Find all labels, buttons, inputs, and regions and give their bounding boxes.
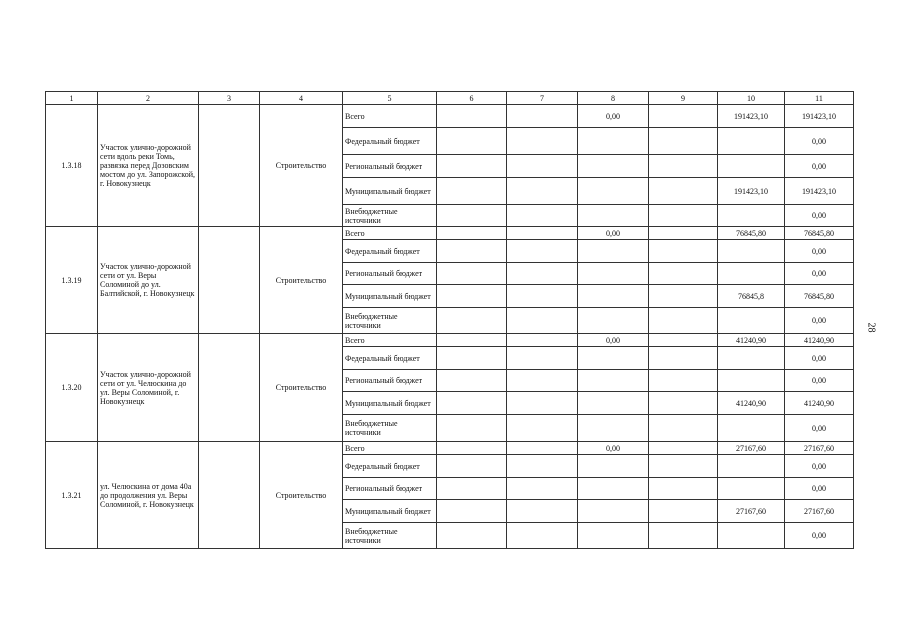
header-cell: 10 [718, 92, 785, 105]
value-cell: 27167,60 [718, 442, 785, 455]
funding-source: Муниципальный бюджет [343, 392, 437, 415]
value-cell [507, 285, 578, 308]
value-cell [507, 178, 578, 205]
table-row [46, 227, 854, 240]
value-cell [649, 155, 718, 178]
value-cell [507, 263, 578, 285]
value-cell [437, 523, 507, 549]
value-cell: 76845,80 [785, 227, 854, 240]
funding-source: Всего [343, 334, 437, 347]
value-cell [437, 240, 507, 263]
value-cell: 0,00 [578, 442, 649, 455]
value-cell [718, 205, 785, 227]
value-cell [649, 308, 718, 334]
value-cell [649, 263, 718, 285]
table-row [46, 105, 854, 128]
value-cell: 41240,90 [785, 334, 854, 347]
value-cell: 191423,10 [785, 178, 854, 205]
value-cell: 27167,60 [785, 500, 854, 523]
row-number: 1.3.19 [46, 227, 98, 334]
value-cell [578, 392, 649, 415]
value-cell [437, 478, 507, 500]
funding-source: Региональный бюджет [343, 478, 437, 500]
work-type: Строительство [260, 105, 343, 227]
value-cell: 76845,8 [718, 285, 785, 308]
header-cell: 7 [507, 92, 578, 105]
header-cell: 4 [260, 92, 343, 105]
value-cell [578, 205, 649, 227]
value-cell [718, 523, 785, 549]
value-cell [718, 415, 785, 442]
funding-source: Федеральный бюджет [343, 347, 437, 370]
value-cell: 0,00 [785, 523, 854, 549]
funding-source: Муниципальный бюджет [343, 285, 437, 308]
value-cell [507, 334, 578, 347]
table-row [46, 442, 854, 455]
header-cell: 1 [46, 92, 98, 105]
value-cell [649, 334, 718, 347]
value-cell [507, 415, 578, 442]
funding-source: Всего [343, 227, 437, 240]
row-number: 1.3.20 [46, 334, 98, 442]
header-cell: 3 [199, 92, 260, 105]
row-number: 1.3.21 [46, 442, 98, 549]
value-cell: 41240,90 [785, 392, 854, 415]
value-cell [507, 128, 578, 155]
value-cell: 0,00 [578, 105, 649, 128]
value-cell [437, 128, 507, 155]
value-cell: 27167,60 [718, 500, 785, 523]
row-number: 1.3.18 [46, 105, 98, 227]
header-cell: 5 [343, 92, 437, 105]
value-cell [437, 347, 507, 370]
funding-source: Внебюджетные источники [343, 205, 437, 227]
value-cell: 191423,10 [718, 105, 785, 128]
page-number: 28 [865, 322, 877, 333]
value-cell [507, 523, 578, 549]
value-cell [649, 478, 718, 500]
value-cell: 0,00 [785, 478, 854, 500]
value-cell [649, 455, 718, 478]
work-type: Строительство [260, 334, 343, 442]
value-cell [649, 240, 718, 263]
col3-cell [199, 105, 260, 227]
value-cell: 191423,10 [785, 105, 854, 128]
budget-table [45, 91, 854, 549]
value-cell [437, 178, 507, 205]
header-cell: 6 [437, 92, 507, 105]
value-cell [507, 455, 578, 478]
funding-source: Региональный бюджет [343, 155, 437, 178]
value-cell [437, 155, 507, 178]
value-cell: 0,00 [785, 308, 854, 334]
object-name: Участок улично-дорожной сети от ул. Веры Соломиной до ул. Балтийской, г. Новокузнецк [98, 227, 199, 334]
value-cell [649, 523, 718, 549]
object-name: ул. Челюскина от дома 40а до продолжения ул. Веры Соломиной, г. Новокузнецк [98, 442, 199, 549]
value-cell [437, 227, 507, 240]
value-cell: 0,00 [785, 128, 854, 155]
value-cell [437, 370, 507, 392]
col3-cell [199, 227, 260, 334]
funding-source: Федеральный бюджет [343, 240, 437, 263]
value-cell [437, 442, 507, 455]
value-cell [507, 308, 578, 334]
value-cell [507, 370, 578, 392]
value-cell: 191423,10 [718, 178, 785, 205]
value-cell [578, 455, 649, 478]
value-cell: 0,00 [785, 155, 854, 178]
funding-source: Муниципальный бюджет [343, 178, 437, 205]
funding-source: Внебюджетные источники [343, 308, 437, 334]
header-row [46, 92, 854, 105]
work-type: Строительство [260, 227, 343, 334]
value-cell [649, 128, 718, 155]
funding-source: Внебюджетные источники [343, 523, 437, 549]
value-cell [507, 105, 578, 128]
value-cell [578, 478, 649, 500]
value-cell: 0,00 [785, 455, 854, 478]
value-cell: 0,00 [785, 240, 854, 263]
funding-source: Федеральный бюджет [343, 128, 437, 155]
value-cell [507, 392, 578, 415]
value-cell: 27167,60 [785, 442, 854, 455]
value-cell: 0,00 [785, 263, 854, 285]
value-cell [437, 455, 507, 478]
value-cell [578, 263, 649, 285]
value-cell [578, 285, 649, 308]
col3-cell [199, 442, 260, 549]
value-cell [578, 523, 649, 549]
value-cell [437, 415, 507, 442]
value-cell [718, 240, 785, 263]
value-cell [437, 308, 507, 334]
header-cell: 2 [98, 92, 199, 105]
value-cell [649, 178, 718, 205]
value-cell [578, 415, 649, 442]
value-cell [578, 370, 649, 392]
value-cell: 76845,80 [718, 227, 785, 240]
value-cell: 41240,90 [718, 392, 785, 415]
value-cell [507, 155, 578, 178]
value-cell [718, 155, 785, 178]
value-cell [718, 308, 785, 334]
value-cell [718, 478, 785, 500]
value-cell: 76845,80 [785, 285, 854, 308]
value-cell [649, 227, 718, 240]
header-cell: 11 [785, 92, 854, 105]
funding-source: Региональный бюджет [343, 263, 437, 285]
funding-source: Внебюджетные источники [343, 415, 437, 442]
header-cell: 8 [578, 92, 649, 105]
value-cell [507, 240, 578, 263]
value-cell [507, 478, 578, 500]
value-cell [507, 442, 578, 455]
funding-source: Всего [343, 442, 437, 455]
value-cell [507, 227, 578, 240]
value-cell [578, 128, 649, 155]
value-cell [437, 500, 507, 523]
value-cell [578, 347, 649, 370]
funding-source: Всего [343, 105, 437, 128]
value-cell [649, 347, 718, 370]
value-cell [578, 500, 649, 523]
value-cell [507, 347, 578, 370]
value-cell [649, 205, 718, 227]
value-cell [649, 500, 718, 523]
value-cell [578, 178, 649, 205]
value-cell [649, 285, 718, 308]
value-cell: 0,00 [785, 415, 854, 442]
work-type: Строительство [260, 442, 343, 549]
value-cell: 0,00 [578, 334, 649, 347]
value-cell [507, 500, 578, 523]
value-cell [649, 442, 718, 455]
value-cell [649, 392, 718, 415]
value-cell [437, 205, 507, 227]
value-cell [718, 347, 785, 370]
value-cell [578, 240, 649, 263]
value-cell [507, 205, 578, 227]
header-cell: 9 [649, 92, 718, 105]
table-row [46, 334, 854, 347]
value-cell: 41240,90 [718, 334, 785, 347]
value-cell [437, 285, 507, 308]
object-name: Участок улично-дорожной сети вдоль реки Томь, развязка перед Дозовским мостом до ул. Запорожской, г. Новокузнецк [98, 105, 199, 227]
value-cell: 0,00 [578, 227, 649, 240]
funding-source: Федеральный бюджет [343, 455, 437, 478]
value-cell: 0,00 [785, 370, 854, 392]
value-cell [437, 334, 507, 347]
value-cell [718, 128, 785, 155]
value-cell [437, 105, 507, 128]
value-cell [718, 455, 785, 478]
value-cell [649, 105, 718, 128]
value-cell [649, 415, 718, 442]
value-cell: 0,00 [785, 205, 854, 227]
object-name: Участок улично-дорожной сети от ул. Челюскина до ул. Веры Соломиной, г. Новокузнецк [98, 334, 199, 442]
value-cell [718, 263, 785, 285]
value-cell [437, 263, 507, 285]
funding-source: Региональный бюджет [343, 370, 437, 392]
value-cell [578, 155, 649, 178]
value-cell [649, 370, 718, 392]
value-cell: 0,00 [785, 347, 854, 370]
funding-source: Муниципальный бюджет [343, 500, 437, 523]
value-cell [578, 308, 649, 334]
value-cell [437, 392, 507, 415]
col3-cell [199, 334, 260, 442]
value-cell [718, 370, 785, 392]
